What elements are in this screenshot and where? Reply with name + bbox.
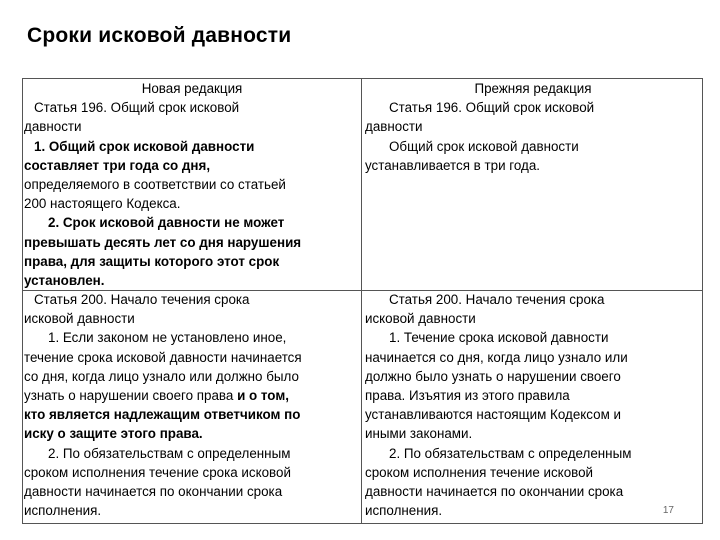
text-line: Общий срок исковой давности (389, 138, 579, 154)
text-line: течение срока исковой давности начинается (24, 349, 302, 365)
text-line: сроком исполнения течение исковой (365, 464, 594, 480)
cell-old-article-196 (365, 79, 701, 175)
article-heading: Статья 196. Общий срок исковой (389, 100, 595, 116)
text-line: установлен. (24, 273, 105, 289)
text-line (24, 386, 360, 405)
text-line: должно было узнать о нарушении своего (365, 368, 621, 384)
text-line: давности начинается по окончании срока (365, 484, 624, 500)
text-line: иску о защите этого права. (24, 426, 203, 442)
article-heading-cont: исковой давности (24, 311, 135, 327)
text-line: исполнения. (365, 503, 443, 519)
text-line: давности начинается по окончании срока (24, 484, 283, 500)
page-title: Сроки исковой давности (27, 24, 292, 47)
text-line: 1. Общий срок исковой давности (34, 138, 255, 154)
header-new-edition: Новая редакция (141, 81, 243, 96)
text-line: 1. Течение срока исковой давности (389, 330, 609, 346)
text-line: права. Изъятия из этого правила (365, 388, 570, 404)
page-number: 17 (662, 505, 674, 516)
text-line: 2. Срок исковой давности не может (48, 215, 285, 231)
article-heading: Статья 196. Общий срок исковой (34, 100, 240, 116)
text-line: 1. Если законом не установлено иное, (48, 330, 287, 346)
cell-old-article-200 (365, 290, 701, 520)
text-line: 200 настоящего Кодекса. (24, 196, 181, 212)
text-line: 2. По обязательствам с определенным (389, 445, 632, 461)
text-line: устанавливается в три года. (365, 157, 541, 173)
text-line: начинается со дня, когда лицо узнало или (365, 349, 628, 365)
text-line: иными законами. (365, 426, 473, 442)
text-line: со дня, когда лицо узнало или должно было (24, 368, 299, 384)
text-line: исполнения. (24, 503, 102, 519)
cell-new-article-200 (24, 290, 360, 520)
text-line: устанавливаются настоящим Кодексом и (365, 407, 621, 423)
text-line: сроком исполнения течение срока исковой (24, 464, 291, 480)
article-heading-cont: давности (24, 119, 82, 135)
cell-new-article-196 (24, 79, 360, 290)
article-heading: Статья 200. Начало течения срока (389, 292, 605, 307)
article-heading: Статья 200. Начало течения срока (34, 292, 250, 307)
text-line: 2. По обязательствам с определенным (48, 445, 291, 461)
comparison-table (22, 78, 703, 524)
text-line: определяемого в соответствии со статьей (24, 177, 286, 193)
article-heading-cont: давности (365, 119, 423, 135)
article-heading-cont: исковой давности (365, 311, 476, 327)
column-divider (361, 79, 362, 523)
text-run: узнать о нарушении своего права (24, 388, 238, 404)
header-old-edition: Прежняя редакция (474, 81, 592, 96)
text-line: кто является надлежащим ответчиком по (24, 407, 301, 423)
text-run-bold: и о том, (237, 388, 289, 404)
text-line: составляет три года со дня, (24, 157, 211, 173)
text-line: права, для защиты которого этот срок (24, 253, 280, 269)
text-line: превышать десять лет со дня нарушения (24, 234, 302, 250)
